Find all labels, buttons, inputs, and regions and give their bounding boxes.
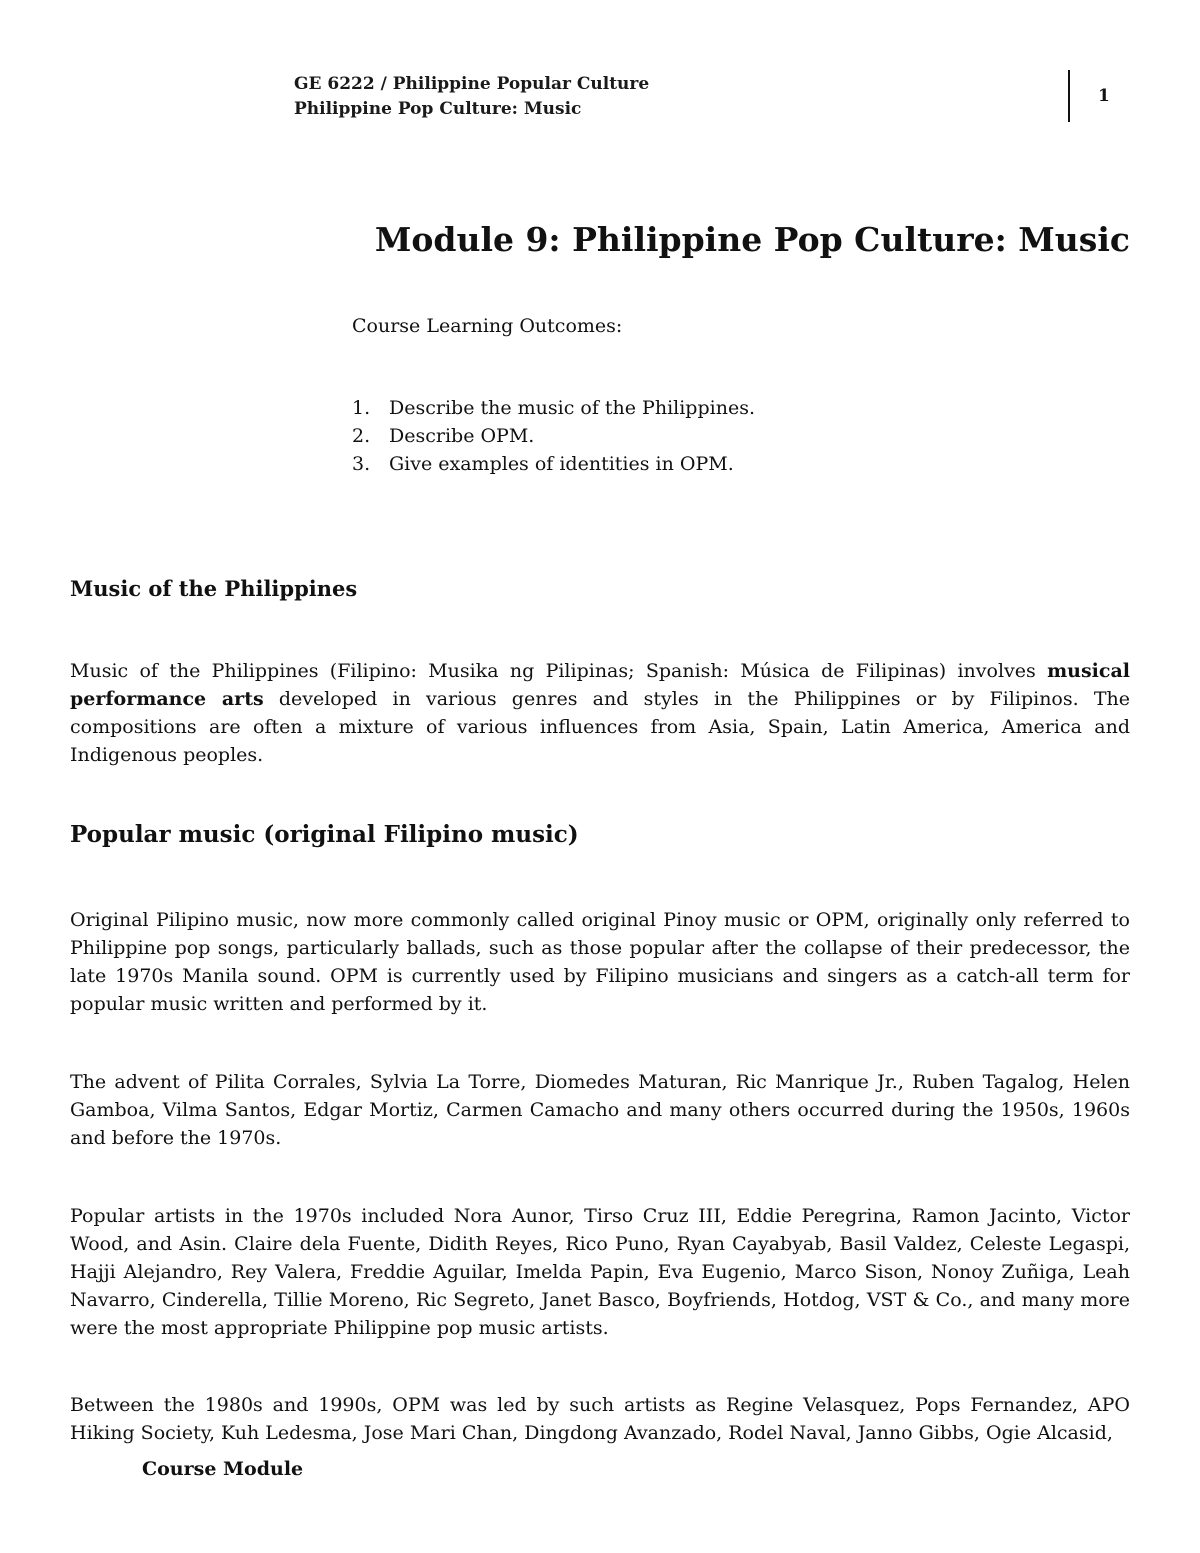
- outcome-text: Give examples of identities in OPM.: [389, 453, 734, 475]
- outcome-text: Describe the music of the Philippines.: [389, 397, 755, 419]
- section-popular-paragraph-4: [70, 1391, 1130, 1447]
- section-heading: Popular music (original Filipino music): [70, 821, 579, 848]
- outcome-number: 2.: [352, 425, 371, 447]
- section-music-paragraph: [70, 657, 1130, 769]
- outcome-number: 3.: [352, 453, 371, 475]
- paragraph: Original Pilipino music, now more commonly called original Pinoy music or OPM, originally only referred to Philippine pop songs, particularly ballads, such as those popular after the collapse of their predecessor, the late 1970s Manila sound. OPM is currently used by Filipino musicians and singers as a catch-all term for popular music written and performed by it.: [70, 909, 1130, 1015]
- module-title: Module 9: Philippine Pop Culture: Music: [374, 220, 1130, 259]
- footer-label: Course Module: [142, 1458, 304, 1480]
- paragraph: Popular artists in the 1970s included Nora Aunor, Tirso Cruz III, Eddie Peregrina, Ramon Jacinto, Victor Wood, and Asin. Claire dela Fuente, Didith Reyes, Rico Puno, Ryan Cayabyab, Basil Valdez, Celeste Legaspi, Hajji Alejandro, Rey Valera, Freddie Aguilar, Imelda Papin, Eva Eugenio, Marco Sison, Nonoy Zuñiga, Leah Navarro, Cinderella, Tillie Moreno, Ric Segreto, Janet Basco, Boyfriends, Hotdog, VST & Co., and many more were the most appropriate Philippine pop music artists.: [70, 1205, 1130, 1339]
- outcomes-label: Course Learning Outcomes:: [352, 315, 623, 337]
- running-header: [294, 72, 649, 122]
- outcome-number: 1.: [352, 397, 371, 419]
- section-popular-paragraph-3: [70, 1202, 1130, 1342]
- section-heading: Music of the Philippines: [70, 576, 358, 601]
- outcomes-list: [352, 394, 755, 478]
- outcome-item: [352, 394, 755, 422]
- paragraph: The advent of Pilita Corrales, Sylvia La Torre, Diomedes Maturan, Ric Manrique Jr., Ruben Tagalog, Helen Gamboa, Vilma Santos, Edgar Mortiz, Carmen Camacho and many others occurred during the 1950s, 1960s and before the 1970s.: [70, 1071, 1130, 1149]
- header-course-line: GE 6222 / Philippine Popular Culture: [294, 74, 650, 94]
- section-popular-paragraph-2: [70, 1068, 1130, 1152]
- header-topic-line: Philippine Pop Culture: Music: [294, 99, 582, 119]
- paragraph: Between the 1980s and 1990s, OPM was led by such artists as Regine Velasquez, Pops Fernandez, APO Hiking Society, Kuh Ledesma, Jose Mari Chan, Dingdong Avanzado, Rodel Naval, Janno Gibbs, Ogie Alcasid,: [70, 1394, 1130, 1444]
- page-number: 1: [1098, 86, 1110, 106]
- paragraph-text: Music of the Philippines (Filipino: Musika ng Pilipinas; Spanish: Música de Filipinas) involves: [70, 660, 1048, 682]
- outcome-text: Describe OPM.: [389, 425, 535, 447]
- section-popular-paragraph-1: [70, 906, 1130, 1018]
- outcome-item: [352, 422, 755, 450]
- paragraph-bold-text: musical performance arts: [70, 660, 1130, 710]
- section-music-of-philippines: [70, 576, 1130, 601]
- paragraph: [70, 657, 1130, 769]
- header-divider: [1068, 70, 1070, 122]
- section-popular-music: [70, 821, 1130, 848]
- paragraph-text: developed in various genres and styles in the Philippines or by Filipinos. The compositions are often a mixture of various influences from Asia, Spain, Latin America, America and Indigenous peoples.: [70, 688, 1130, 766]
- outcome-item: [352, 450, 755, 478]
